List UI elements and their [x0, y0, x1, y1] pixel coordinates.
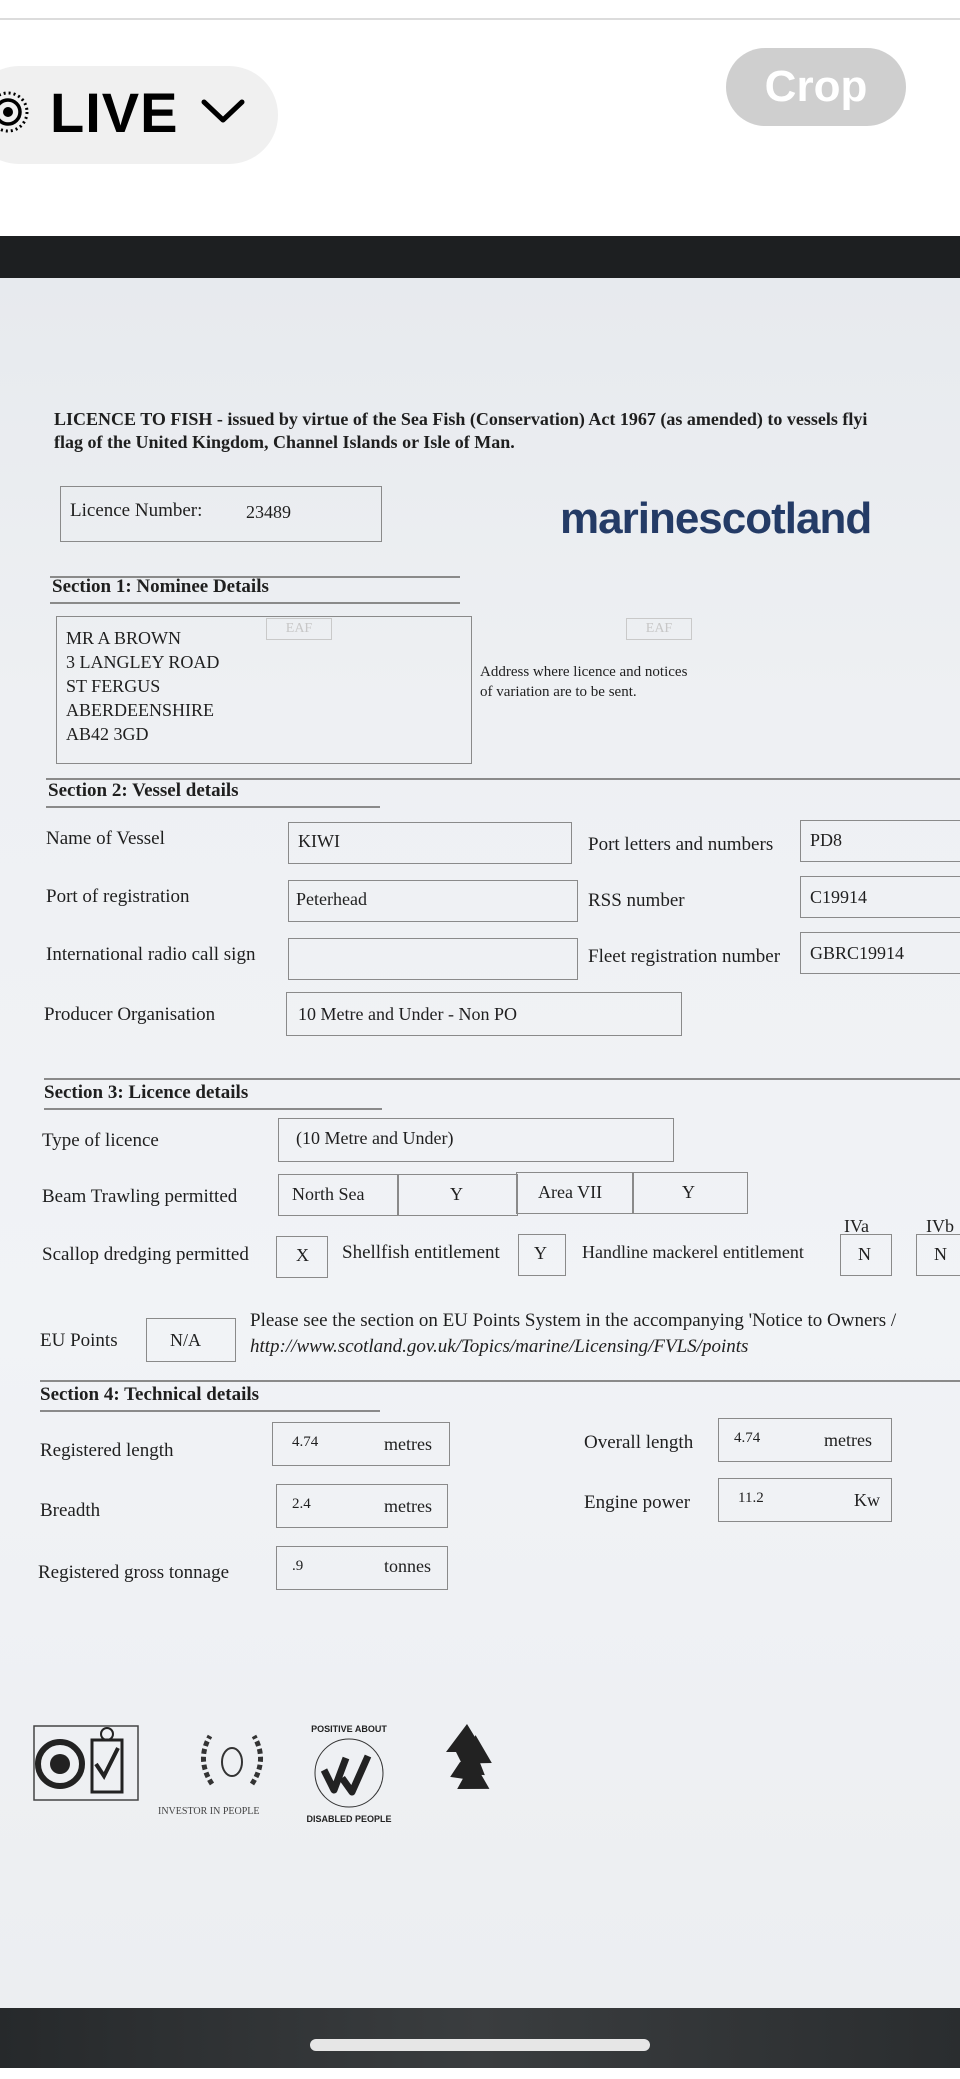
address-line-4: ABERDEENSHIRE [66, 700, 214, 720]
section3-title: Section 3: Licence details [44, 1082, 249, 1103]
document-photo [0, 236, 960, 2068]
engine-power-unit: Kw [854, 1490, 880, 1510]
chevron-down-icon[interactable] [200, 98, 246, 126]
section3-rule-bottom [44, 1108, 382, 1110]
section4-rule-top [40, 1380, 960, 1382]
crown-logo-icon [32, 1718, 142, 1808]
overall-length-unit: metres [824, 1430, 872, 1450]
brand-part1: marine [560, 494, 699, 543]
section2-rule-bottom [46, 806, 380, 808]
live-photo-icon[interactable] [0, 90, 30, 134]
embossed-stamp-left: EAF [266, 618, 332, 640]
port-registration-label: Port of registration [46, 886, 190, 907]
top-divider [0, 18, 960, 20]
marine-scotland-logo [560, 494, 871, 544]
eu-points-value: N/A [170, 1330, 201, 1350]
investors-label: INVESTOR IN PEOPLE [158, 1806, 260, 1817]
iva-value: N [858, 1244, 871, 1264]
gross-tonnage-label: Registered gross tonnage [38, 1562, 230, 1583]
gross-tonnage-value: .9 [292, 1558, 304, 1574]
registered-length-unit: metres [384, 1434, 432, 1454]
section3-rule-top [44, 1078, 960, 1080]
address-line-3: ST FERGUS [66, 676, 161, 696]
breadth-value: 2.4 [292, 1496, 311, 1512]
type-of-licence-label: Type of licence [42, 1130, 159, 1151]
fleet-registration-label: Fleet registration number [588, 946, 781, 967]
ivb-value: N [934, 1244, 947, 1264]
beam-area-vii-value: Y [682, 1182, 695, 1202]
scallop-label: Scallop dredging permitted [42, 1244, 249, 1265]
address-note-line1: Address where licence and notices [480, 664, 688, 680]
beam-area-vii-label: Area VII [538, 1182, 603, 1202]
licence-header-line1: LICENCE TO FISH - issued by virtue of the Sea Fish (Conservation) Act 1967 (as amended) to vessels flyi [54, 409, 868, 429]
vessel-name-label: Name of Vessel [46, 828, 165, 849]
breadth-unit: metres [384, 1496, 432, 1516]
recycle-icon [422, 1718, 512, 1808]
iva-label: IVa [844, 1216, 869, 1236]
radio-call-sign-box [288, 938, 578, 980]
licence-paper [0, 278, 960, 2016]
svg-text:DISABLED PEOPLE: DISABLED PEOPLE [306, 1814, 392, 1824]
port-registration-value: Peterhead [296, 889, 367, 909]
breadth-label: Breadth [40, 1500, 101, 1521]
shellfish-value: Y [534, 1243, 547, 1263]
address-line-2: 3 LANGLEY ROAD [66, 652, 220, 672]
section4-rule-bottom [40, 1410, 380, 1412]
scallop-value: X [296, 1245, 309, 1265]
svg-text:POSITIVE ABOUT: POSITIVE ABOUT [311, 1724, 387, 1734]
ivb-label: IVb [926, 1216, 954, 1236]
photo-background-strip [0, 2008, 960, 2068]
footer-logos [32, 1718, 532, 1838]
beam-north-sea-value: Y [450, 1184, 463, 1204]
beam-north-sea-label: North Sea [292, 1184, 365, 1204]
engine-power-value: 11.2 [738, 1490, 764, 1506]
eu-note-line1: Please see the section on EU Points System in the accompanying 'Notice to Owners / [250, 1310, 897, 1331]
address-note-line2: of variation are to be sent. [480, 684, 637, 700]
handline-label: Handline mackerel entitlement [582, 1242, 804, 1262]
section1-title: Section 1: Nominee Details [52, 576, 269, 597]
address-line-1: MR A BROWN [66, 628, 182, 648]
registered-length-label: Registered length [40, 1440, 174, 1461]
registered-length-value: 4.74 [292, 1434, 319, 1450]
engine-power-label: Engine power [584, 1492, 691, 1513]
live-label[interactable]: LIVE [50, 81, 179, 144]
licence-header-line2: flag of the United Kingdom, Channel Islands or Isle of Man. [54, 432, 515, 452]
section4-title: Section 4: Technical details [40, 1384, 260, 1405]
type-of-licence-value: (10 Metre and Under) [296, 1128, 454, 1148]
eu-points-label: EU Points [40, 1330, 118, 1351]
crop-button[interactable]: Crop [726, 48, 906, 126]
producer-org-label: Producer Organisation [44, 1004, 216, 1025]
overall-length-label: Overall length [584, 1432, 694, 1453]
eu-note-line2: http://www.scotland.gov.uk/Topics/marine/Licensing/FVLS/points [250, 1336, 749, 1357]
brand-part2: scotland [698, 494, 872, 543]
port-letters-label: Port letters and numbers [588, 834, 774, 855]
address-line-5: AB42 3GD [66, 724, 149, 744]
port-letters-value: PD8 [810, 830, 843, 850]
fleet-registration-value: GBRC19914 [810, 943, 905, 963]
rss-number-value: C19914 [810, 887, 868, 907]
shellfish-label: Shellfish entitlement [342, 1242, 500, 1263]
embossed-stamp-right: EAF [626, 618, 692, 640]
licence-number-label: Licence Number: [70, 500, 203, 521]
gross-tonnage-unit: tonnes [384, 1556, 431, 1576]
producer-org-value: 10 Metre and Under - Non PO [298, 1004, 517, 1024]
home-indicator[interactable] [310, 2039, 650, 2051]
rss-number-label: RSS number [588, 890, 685, 911]
positive-about-disabled-logo-icon [294, 1718, 404, 1828]
laurel-logo-icon [192, 1724, 272, 1794]
licence-number-value: 23489 [246, 502, 291, 522]
section2-title: Section 2: Vessel details [48, 780, 239, 801]
section1-rule-bottom [50, 602, 460, 604]
vessel-name-value: KIWI [298, 831, 340, 851]
beam-trawling-label: Beam Trawling permitted [42, 1186, 238, 1207]
radio-call-sign-label: International radio call sign [46, 944, 256, 965]
overall-length-value: 4.74 [734, 1430, 761, 1446]
